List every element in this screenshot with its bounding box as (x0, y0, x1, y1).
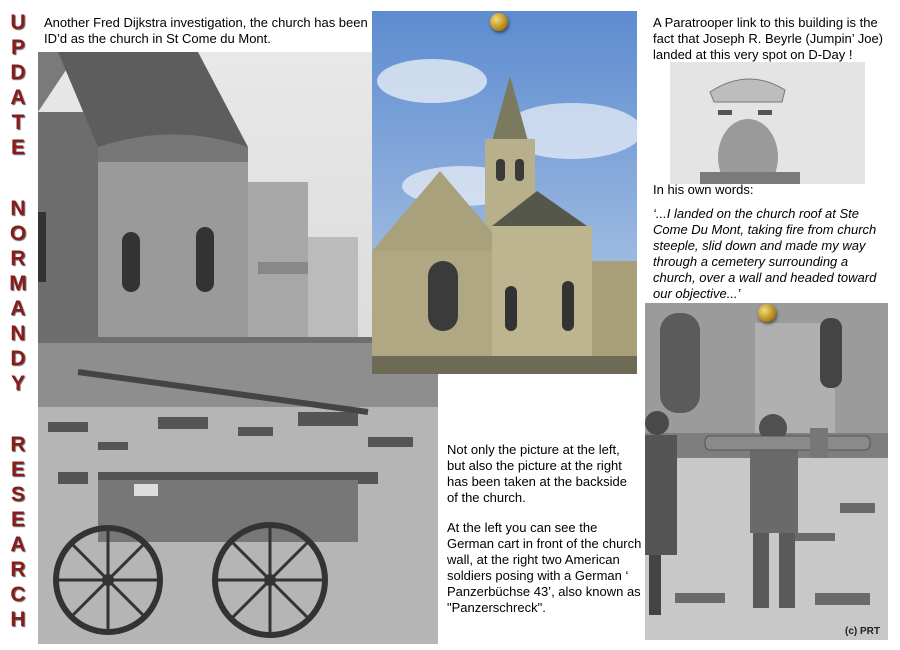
vertical-letter: E (10, 458, 25, 481)
photo-church-color (372, 11, 637, 374)
vertical-letter: P (10, 36, 25, 59)
vertical-letter: D (10, 347, 26, 370)
vertical-letter: S (10, 483, 25, 506)
photo-church-color-image (372, 11, 637, 374)
vertical-letter: A (10, 86, 26, 109)
vertical-letter: O (9, 222, 27, 245)
vertical-title (0, 0, 36, 650)
pushpin-icon (758, 304, 776, 322)
pushpin-icon (490, 13, 508, 31)
vertical-letter: R (10, 433, 26, 456)
photo-soldiers-panzerschreck (645, 303, 888, 640)
vertical-letter: A (10, 297, 26, 320)
soldiers-image (645, 303, 888, 640)
vertical-letter: M (9, 272, 27, 295)
vertical-word-normandy (0, 196, 36, 396)
body-paragraph-2: At the left you can see the German cart in front of the church wall, at the right two American soldiers posing with a German ‘ Panzerbüchse 43’, also known as "Panzerschreck". (447, 520, 642, 615)
vertical-letter: R (10, 247, 26, 270)
photo-joseph-beyrle-portrait (670, 62, 865, 184)
body-paragraph-1: Not only the picture at the left, but also the picture at the right has been taken at the backside of the church. (447, 442, 627, 505)
vertical-letter: Y (10, 372, 25, 395)
vertical-letter: E (10, 136, 25, 159)
own-words-heading: In his own words: (653, 182, 754, 197)
vertical-word-update (0, 10, 36, 160)
vertical-letter: C (10, 583, 26, 606)
vertical-letter: R (10, 558, 26, 581)
portrait-image (670, 62, 865, 184)
vertical-letter: N (10, 322, 26, 345)
vertical-letter: H (10, 608, 26, 631)
vertical-letter: E (10, 508, 25, 531)
vertical-letter: U (10, 11, 26, 34)
paratrooper-text: A Paratrooper link to this building is the fact that Joseph R. Beyrle (Jumpin’ Joe) landed at this very spot on D-Day ! (653, 15, 884, 62)
intro-text: Another Fred Dijkstra investigation, the church has been ID’d as the church in St Come du Mont. (44, 15, 368, 46)
vertical-letter: A (10, 533, 26, 556)
photo-credit: (c) PRT (845, 626, 880, 637)
beyrle-quote: ‘...I landed on the church roof at Ste Come Du Mont, taking fire from church steeple, slid down and made my way through a cemetery surrounding a church, over a wall and headed toward our objective...’ (653, 206, 877, 301)
vertical-letter: N (10, 197, 26, 220)
vertical-letter: T (11, 111, 25, 134)
vertical-word-research (0, 432, 36, 632)
vertical-letter: D (10, 61, 26, 84)
